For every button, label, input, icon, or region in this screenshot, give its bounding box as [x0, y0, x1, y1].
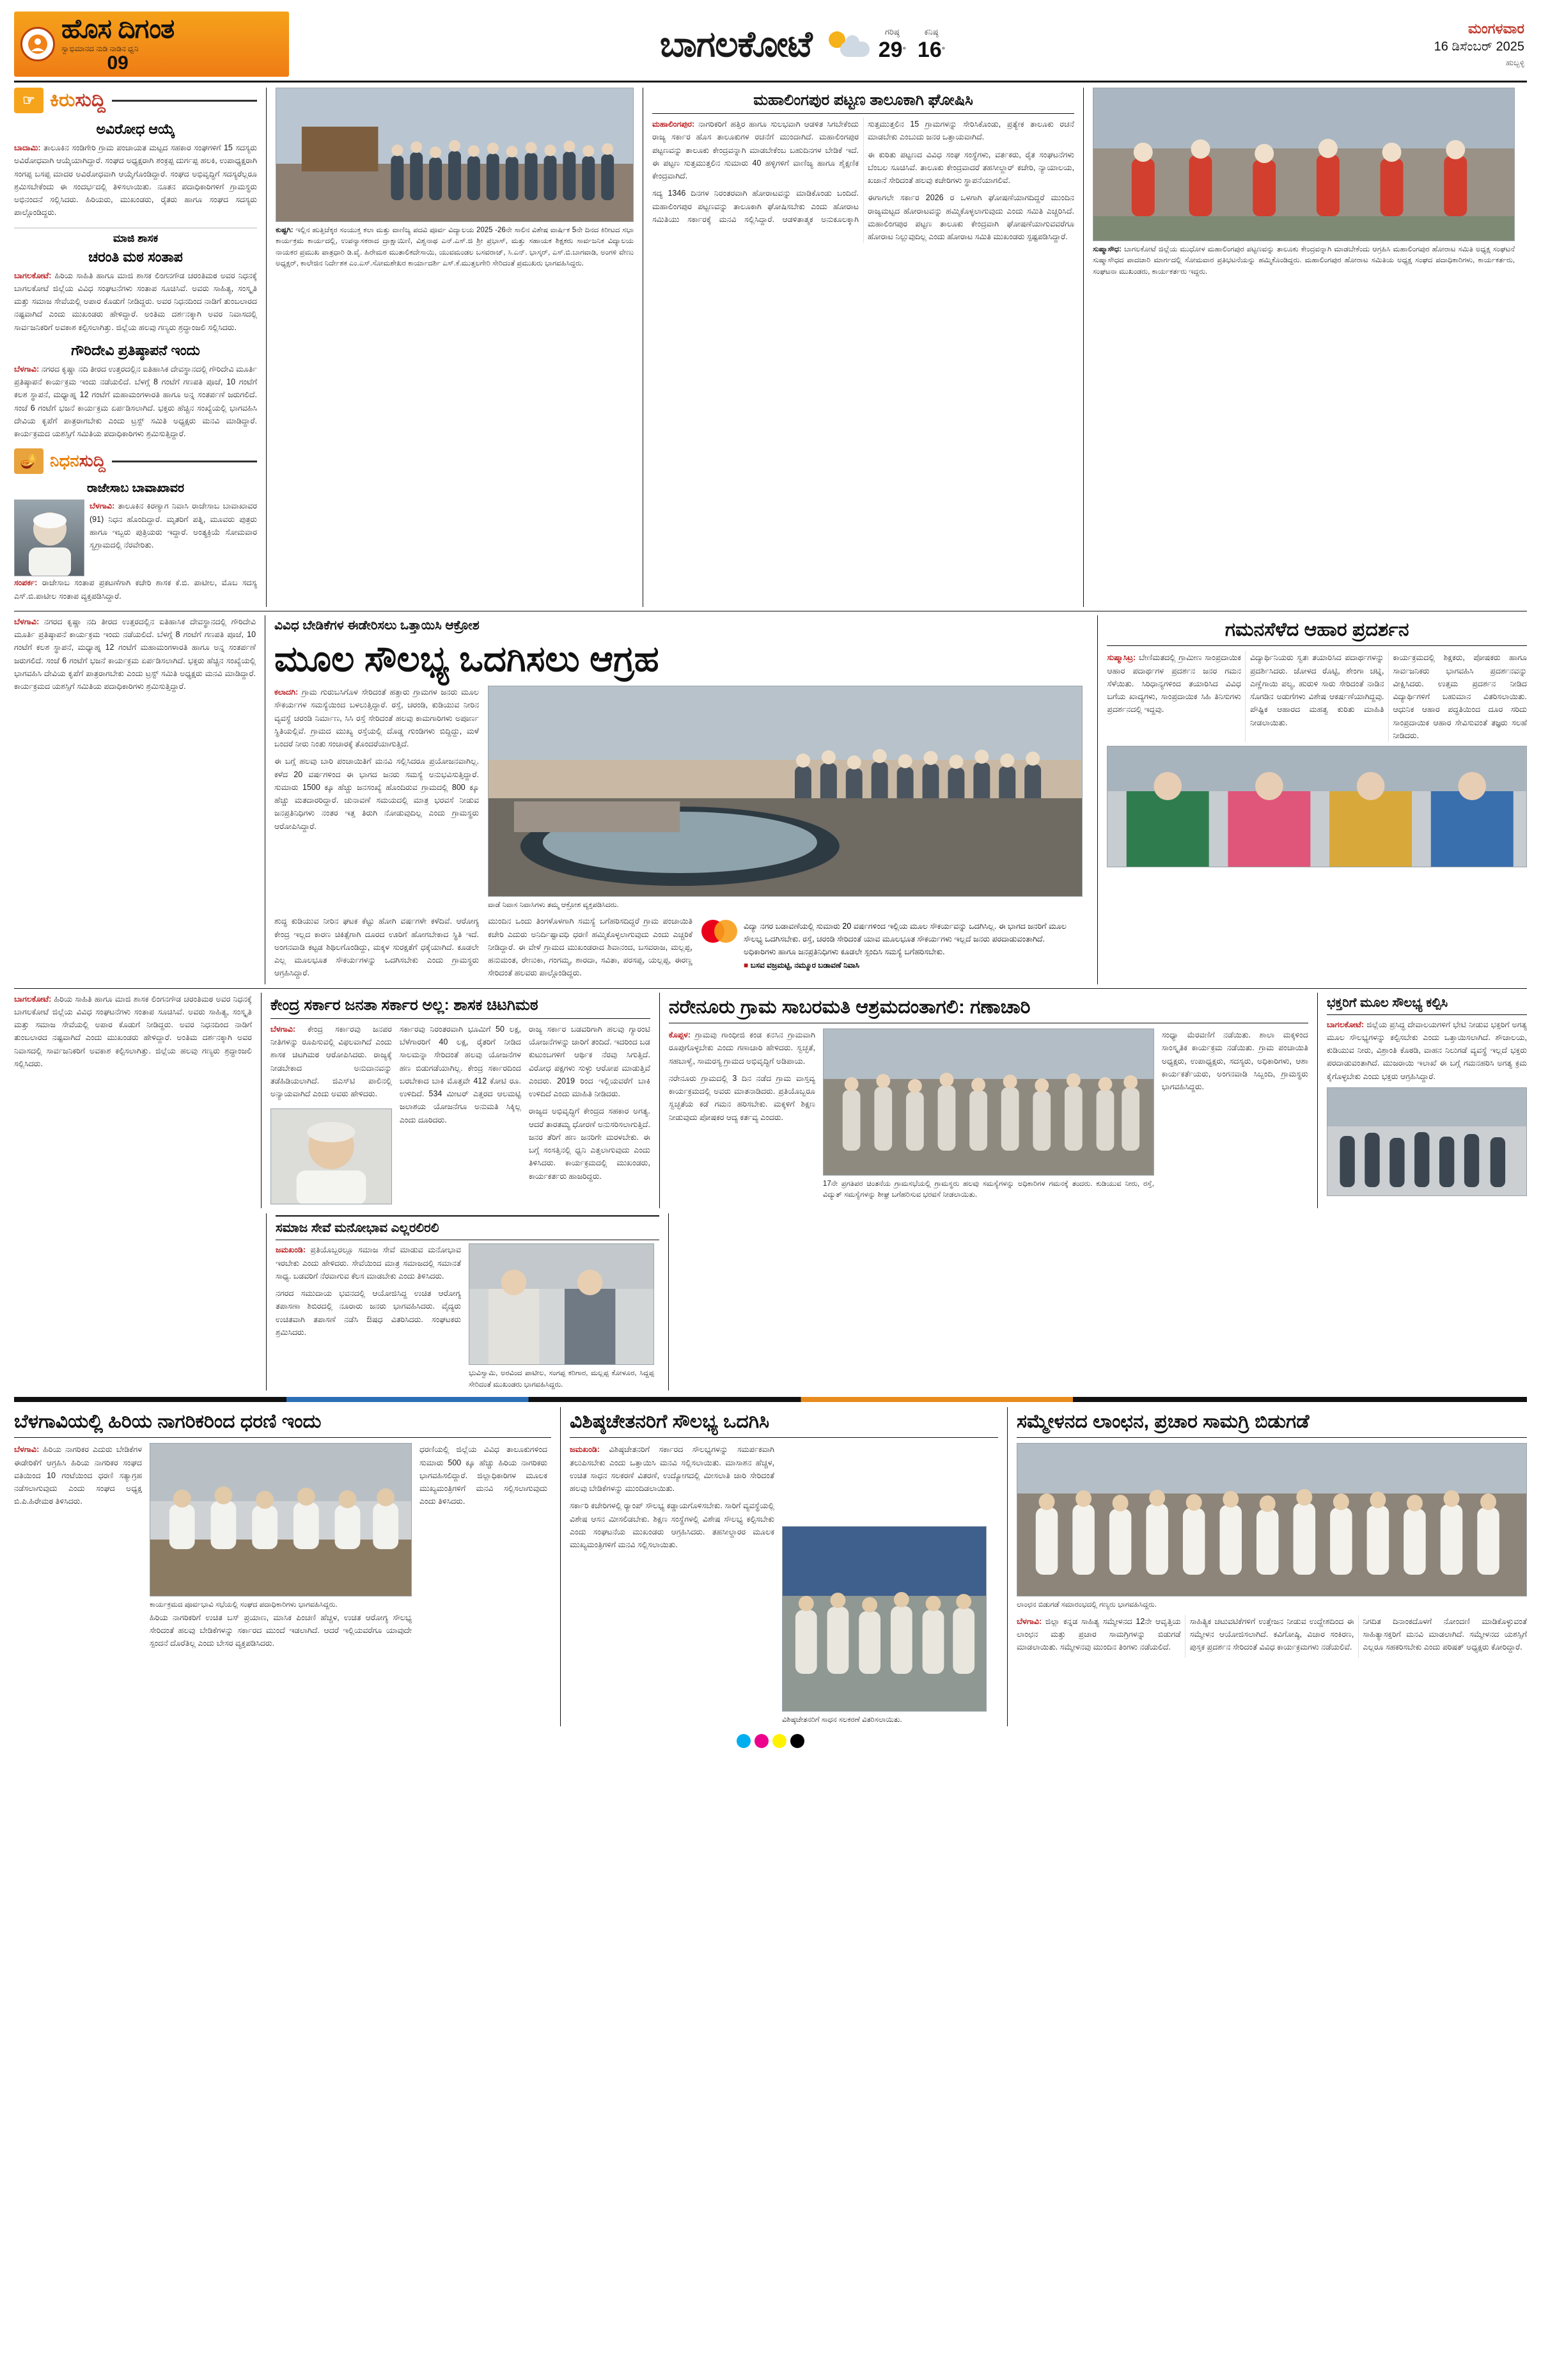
color-registration-marks — [14, 1734, 1527, 1748]
belgaum-dharane-story — [14, 1407, 551, 1726]
food-expo-p2: ವಿದ್ಯಾರ್ಥಿನಿಯರು ಸ್ವತಃ ತಯಾರಿಸಿದ ಪದಾರ್ಥಗಳನ್ನು ಪ್ರದರ್ಶಿಸಿದರು. ಜೋಳದ ರೊಟ್ಟಿ, ಶೇಂಗಾ ಚಟ್ನಿ, ಎಣ್ಣೆಗಾಯಿ ಪಲ್ಯ, ಹುರುಳಿ ಸಾರು ಸೇರಿದಂತೆ ನಾಡಿನ ಸೊಗಡಿನ ಅಡುಗೆಗಳು ವಿಶೇಷ ಆಕರ್ಷಣೆಯಾಗಿದ್ದವು. ಪೌಷ್ಟಿಕ ಆಹಾರದ ಮಹತ್ವ ಕುರಿತು ಮಾಹಿತಿ ನೀಡಲಾಯಿತು. — [1249, 653, 1384, 727]
vishesh-photo-caption: ವಿಶಿಷ್ಠಚೇತನರಿಗೆ ಸಾಧನ ಸಲಕರಣೆ ವಿತರಿಸಲಾಯಿತು. — [782, 1716, 902, 1724]
food-expo-p1: ಸುಷ್ಮಾಸಿಟ್ರ: ಬೇಣಿಮತದಲ್ಲಿ ಗ್ರಾಮೀಣ ಸಾಂಪ್ರದಾಯಿಕ ಆಹಾರ ಪದಾರ್ಥಗಳ ಪ್ರದರ್ಶನ ಜನರ ಗಮನ ಸೆಳೆಯಿತು. ಸಿರಿಧಾನ್ಯಗಳಿಂದ ತಯಾರಿಸಿದ ವಿವಿಧ ಬಗೆಯ ಖಾದ್ಯಗಳು, ಸಾಂಪ್ರದಾಯಿಕ ಸಿಹಿ ತಿನಿಸುಗಳು ಪ್ರದರ್ಶನದಲ್ಲಿ ಇದ್ದವು. — [1107, 653, 1241, 714]
spacer-right — [678, 1213, 1527, 1391]
lamp-icon: 🪔 — [14, 448, 43, 474]
sammelana-p2: ಸಾಹಿತ್ಯಿಕ ಚಟುವಟಿಕೆಗಳಿಗೆ ಉತ್ತೇಜನ ನೀಡುವ ಉದ್ದೇಶದಿಂದ ಈ ಸಮ್ಮೇಳನ ಆಯೋಜಿಸಲಾಗಿದೆ. ಕವಿಗೋಷ್ಠಿ, ವಿಚಾರ ಸಂಕಿರಣ, ಪುಸ್ತಕ ಪ್ರದರ್ಶನ ಸೇರಿದಂತೆ ವಿವಿಧ ಕಾರ್ಯಕ್ರಮಗಳು ನಡೆಯಲಿವೆ. — [1189, 1616, 1354, 1652]
brief-title-1: ಅವಿರೋಧ ಆಯ್ಕೆ — [96, 121, 175, 137]
lead-story — [274, 615, 1088, 984]
belgaum-p2: ಹಿರಿಯ ನಾಗರಿಕರಿಗೆ ಉಚಿತ ಬಸ್ ಪ್ರಯಾಣ, ಮಾಸಿಕ ಪಿಂಚಣಿ ಹೆಚ್ಚಳ, ಉಚಿತ ಆರೋಗ್ಯ ಸೌಲಭ್ಯ ಸೇರಿದಂತೆ ಹಲವು ಬೇಡಿಕೆಗಳನ್ನು ಸರ್ಕಾರದ ಮುಂದೆ ಇಡಲಾಗಿದೆ. ಆದರೆ ಇಲ್ಲಿಯವರೆಗೂ ಯಾವುದೇ ಸ್ಪಂದನೆ ದೊರೆತಿಲ್ಲ ಎಂದು ಬೇಸರ ವ್ಯಕ್ತಪಡಿಸಿದರು. — [150, 1612, 412, 1648]
gouri-title: ಗೌರಿದೇವಿ ಪ್ರತಿಷ್ಠಾಪನೆ ಇಂದು — [71, 342, 200, 358]
badge-rule — [112, 461, 257, 462]
obituary-name: ರಾಜೇಸಾಬ ಬಾವಾಖಾವರ — [86, 482, 185, 496]
sammelana-headline: ಸಮ್ಮೇಳನದ ಲಾಂಛನ, ಪ್ರಚಾರ ಸಾಮಗ್ರಿ ಬಿಡುಗಡೆ — [1017, 1410, 1527, 1438]
badge-rule — [112, 100, 257, 102]
vishesh-headline: ವಿಶಿಷ್ಠಚೇತನರಿಗೆ ಸೌಲಭ್ಯ ಒದಗಿಸಿ — [570, 1410, 998, 1438]
exmla-title: ಚರಂತಿ ಮಠ ಸಂತಾಪ — [88, 248, 183, 265]
brief-body-1: ಬಾದಾಮಿ: ತಾಲೂಕಿನ ಸಂಡಿಗೇರಿ ಗ್ರಾಮ ಪಂಚಾಯತ ಮಟ್ಟದ ಸಹಕಾರ ಸಂಘಗಳಿಗೆ 15 ಸದಸ್ಯರು ಅವಿರೋಧವಾಗಿ ಆಯ್ಕೆಯಾಗಿದ್ದಾರೆ. ಸಂಘದ ಅಧ್ಯಕ್ಷರಾಗಿ ಶಂಕ್ರಪ್ಪ ದುರ್ಗಪ್ಪ ಹಲಕಿ, ಉಪಾಧ್ಯಕ್ಷರಾಗಿ ಸಂಗಪ್ಪ ಬಸಪ್ಪ ಮಾದರ ಅವಿರೋಧವಾಗಿ ಆಯ್ಕೆಗೊಂಡಿದ್ದಾರೆ. ಸಂಘದ ಅಭಿವೃದ್ಧಿಗೆ ಸದಸ್ಯರೆಲ್ಲರೂ ಶ್ರಮಿಸಬೇಕೆಂದು ಈ ಸಂದರ್ಭದಲ್ಲಿ ತಿಳಿಸಲಾಯಿತು. ನೂತನ ಪದಾಧಿಕಾರಿಗಳಿಗೆ ಗ್ರಾಮಸ್ಥರು ಅಭಿನಂದನೆ ಸಲ್ಲಿಸಿದರು. ಹಿರಿಯರು, ಮುಖಂಡರು, ರೈತರು ಹಾಗೂ ಸಂಘದ ಸದಸ್ಯರು ಪಾಲ್ಗೊಂಡಿದ್ದರು. — [14, 143, 257, 217]
brief-kicker-1: ಬಾದಾಮಿ: — [14, 143, 41, 152]
edition-number: 09 — [107, 52, 129, 74]
bhaktarige-headline: ಭಕ್ತರಿಗೆ ಮೂಲ ಸೌಲಭ್ಯ ಕಲ್ಪಿಸಿ — [1327, 995, 1527, 1015]
samaja-seve-story — [276, 1213, 659, 1391]
weather-low-label: ಕನಿಷ್ಠ — [924, 26, 939, 36]
mahalingpur-story — [652, 88, 1074, 607]
food-expo-photo — [1107, 746, 1527, 867]
lead-col-2: ಶುದ್ಧ ಕುಡಿಯುವ ನೀರಿನ ಘಟಕ ಕೆಟ್ಟು ಹೋಗಿ ವರ್ಷಗಳೇ ಕಳೆದಿವೆ. ಆರೋಗ್ಯ ಕೇಂದ್ರ ಇಲ್ಲದ ಕಾರಣ ಚಿಕಿತ್ಸೆಗಾಗಿ ದೂರದ ಊರಿಗೆ ಹೋಗಬೇಕಾದ ಸ್ಥಿತಿ ಇದೆ. ಅಂಗನವಾಡಿ ಕಟ್ಟಡ ಶಿಥಿಲಗೊಂಡಿದ್ದು, ಮಕ್ಕಳ ಸುರಕ್ಷತೆಗೆ ಧಕ್ಕೆಯಾಗಿದೆ. ಕೂಡಲೇ ಎಲ್ಲ ಮೂಲಭೂತ ಸೌಕರ್ಯಗಳನ್ನು ಒದಗಿಸಬೇಕು ಎಂದು ಗ್ರಾಮಸ್ಥರು ಆಗ್ರಹಿಸಿದ್ದಾರೆ. — [274, 917, 480, 978]
top-band — [14, 88, 1527, 607]
top-photo-1-block — [276, 88, 634, 607]
mahalingpur-p3: ಈ ಕುರಿತು ಪಟ್ಟಣದ ವಿವಿಧ ಸಂಘ ಸಂಸ್ಥೆಗಳು, ವರ್ತಕರು, ರೈತ ಸಂಘಟನೆಗಳು ಬೆಂಬಲ ಸೂಚಿಸಿವೆ. ತಾಲೂಕು ಕೇಂದ್ರವಾದರೆ ತಹಸೀಲ್ದಾರ್ ಕಚೇರಿ, ನ್ಯಾಯಾಲಯ, ಖಜಾನೆ ಸೇರಿದಂತೆ ಹಲವು ಕಚೇರಿಗಳು ಸ್ಥಾಪನೆಯಾಗಲಿವೆ. — [868, 150, 1074, 185]
lead-quote-box — [701, 920, 1079, 970]
belgaum-p3: ಧರಣಿಯಲ್ಲಿ ಜಿಲ್ಲೆಯ ವಿವಿಧ ತಾಲೂಕುಗಳಿಂದ ಸುಮಾರು 500 ಕ್ಕೂ ಹೆಚ್ಚು ಹಿರಿಯ ನಾಗರಿಕರು ಭಾಗವಹಿಸಲಿದ್ದಾರೆ. ಜಿಲ್ಲಾಧಿಕಾರಿಗಳ ಮೂಲಕ ಮುಖ್ಯಮಂತ್ರಿಗಳಿಗೆ ಮನವಿ ಸಲ್ಲಿಸಲಾಗುವುದು ಎಂದು ತಿಳಿಸಿದರು. — [419, 1445, 547, 1506]
sun-cloud-icon — [829, 30, 870, 58]
top-photo-2-caption: ಸುಷ್ಮಾಸೌಧ: ಬಾಗಲಕೋಟೆ ಜಿಲ್ಲೆಯ ಮುಧೋಳ ಮಹಾಲಿಂಗಪುರ ಪಟ್ಟಣವನ್ನು ತಾಲೂಕು ಕೇಂದ್ರವನ್ನಾಗಿ ಮಾಡಬೇಕೆಂದು ಆಗ್ರಹಿಸಿ ಮಹಾಲಿಂಗಪುರ ಹೋರಾಟ ಸಮಿತಿ ಅಧ್ಯಕ್ಷ ಸಂಘಟನೆ ಸುಷ್ಮಾಸೌಧದ ಪಾದಚಾರಿ ಮಾರ್ಗದಲ್ಲಿ ಸೋಮವಾರ ಪ್ರತಿಭಟನೆಯನ್ನು ಹಮ್ಮಿಕೊಂಡಿದ್ದರು. ಮಹಾಲಿಂಗಪುರ ಹೋರಾಟ ಸಮಿತಿಯ ಅಧ್ಯಕ್ಷ ಸಂಘದ ಪದಾಧಿಕಾರಿಗಳು, ಕಾರ್ಯಕರ್ತರು, ಸಂಘಟನಾ ಮುಖಂಡರು, ಕಾರ್ಯಕರ್ತರು ಇದ್ದರು. — [1093, 246, 1515, 276]
publication-logo — [14, 12, 289, 77]
logo-emblem-icon — [20, 27, 55, 61]
lead-photo — [488, 686, 1083, 897]
samaja-photo-caption: ಭುವಿಸ್ವಾಮಿ, ಅರವಿಂದ ಪಾಟೀಲ, ಸಂಗಪ್ಪ ಕರಿಗಾರ, ಮಲ್ಲಪ್ಪ ಕೋಳೂರ, ಸಿದ್ದಪ್ಪ ಸೇರಿದಂತೆ ಮುಖಂಡರು ಭಾಗವಹಿಸಿದ್ದರು. — [469, 1369, 654, 1389]
narenur-p4: ಸಂಧ್ಯಾ ಮೆರವಣಿಗೆ ನಡೆಯಿತು. ಶಾಲಾ ಮಕ್ಕಳಿಂದ ಸಾಂಸ್ಕೃತಿಕ ಕಾರ್ಯಕ್ರಮ ನಡೆಯಿತು. ಗ್ರಾಮ ಪಂಚಾಯಿತಿ ಅಧ್ಯಕ್ಷರು, ಉಪಾಧ್ಯಕ್ಷರು, ಸದಸ್ಯರು, ಅಧಿಕಾರಿಗಳು, ಆಶಾ ಕಾರ್ಯಕರ್ತೆಯರು, ಅಂಗನವಾಡಿ ಸಿಬ್ಬಂದಿ, ಗ್ರಾಮಸ್ಥರು ಭಾಗವಹಿಸಿದ್ದರು. — [1161, 1030, 1308, 1092]
narenur-headline: ನರೇನೂರು ಗ್ರಾಮ ಸಾಬರಮತಿ ಆಶ್ರಮದಂತಾಗಲಿ: ಗಣಾಚಾರಿ — [669, 995, 1308, 1024]
lead-col-3: ಮುಂದಿನ ಒಂದು ತಿಂಗಳೊಳಗಾಗಿ ಸಮಸ್ಯೆ ಬಗೆಹರಿಸದಿದ್ದರೆ ಗ್ರಾಮ ಪಂಚಾಯಿತಿ ಕಚೇರಿ ಎದುರು ಅನಿರ್ದಿಷ್ಟಾವಧಿ ಧರಣಿ ಹಮ್ಮಿಕೊಳ್ಳಲಾಗುವುದು ಎಂದು ಎಚ್ಚರಿಕೆ ನೀಡಿದ್ದಾರೆ. ಈ ವೇಳೆ ಗ್ರಾಮದ ಮುಖಂಡರಾದ ಶಿವಾನಂದ, ಬಸವರಾಜ, ಮಲ್ಲಪ್ಪ, ಹನುಮಂತ, ರೇಣುಕಾ, ಗಂಗಮ್ಮ, ಶಾರದಾ, ಸವಿತಾ, ಪರಸಪ್ಪ, ಯಲ್ಲಪ್ಪ, ಈರಣ್ಣ ಸೇರಿದಂತೆ ಹಲವರು ಪಾಲ್ಗೊಂಡಿದ್ದರು. — [488, 917, 693, 978]
sammelana-p3: ನಿಗದಿತ ದಿನಾಂಕದೊಳಗೆ ನೋಂದಣಿ ಮಾಡಿಕೊಳ್ಳುವಂತೆ ಸಾಹಿತ್ಯಾಸಕ್ತರಿಗೆ ಮನವಿ ಮಾಡಲಾಗಿದೆ. ಸಮ್ಮೇಳನದ ಯಶಸ್ಸಿಗೆ ಎಲ್ಲರೂ ಸಹಕರಿಸಬೇಕು ಎಂದು ಪರಿಷತ್ ಅಧ್ಯಕ್ಷರು ಕೋರಿದ್ದಾರೆ. — [1363, 1616, 1527, 1652]
top-photo-2 — [1093, 88, 1515, 241]
belgaum-p1: ಬೆಳಗಾವಿ: ಹಿರಿಯ ನಾಗರಿಕರ ಎದುರು ಬೇಡಿಕೆಗಳ ಈಡೇರಿಕೆಗೆ ಆಗ್ರಹಿಸಿ ಹಿರಿಯ ನಾಗರಿಕರ ಸಂಘದ ವತಿಯಿಂದ 10 ಗಂಟೆಯಿಂದ ಧರಣಿ ಸತ್ಯಾಗ್ರಹ ನಡೆಸಲಾಗುವುದು ಎಂದು ಸಂಘದ ಅಧ್ಯಕ್ಷ ಬಿ.ಪಿ.ಹಿರೇಮಠ ತಿಳಿಸಿದರು. — [14, 1445, 142, 1506]
obituary-portrait — [14, 500, 84, 576]
narenur-photo — [823, 1028, 1154, 1176]
obituary-contact: ಸಂಪರ್ಕ: ರಾಜೇಸಾಬ ಸಂತಾಪ ಪ್ರಕಟಣೆಗಾಗಿ ಕಚೇರಿ ಶಾಸಕ ಕೆ.ಬಿ. ಪಾಟೀಲ, ಮೊಬ ಸದಸ್ಯ ಎಸ್.ಬಿ.ಪಾಟೀಲ ಸಂತಾಪ ವ್ಯಕ್ತಪಡಿಸಿದ್ದಾರೆ. — [14, 578, 257, 601]
spacer-left — [14, 1213, 257, 1391]
lead-quote-text: ವಿದ್ಯಾ ನಗರ ಬಡಾವಣೆಯಲ್ಲಿ ಸುಮಾರು 20 ವರ್ಷಗಳಿಂದ ಇಲ್ಲಿಯ ಮೂಲ ಸೌಕರ್ಯವನ್ನು ಒದಗಿಸಿಲ್ಲ. ಈ ಭಾಗದ ಜನರಿಗೆ ಮೂಲ ಸೌಲಭ್ಯ ಒದಗಿಸಬೇಕು. ರಸ್ತೆ, ಚರಂಡಿ ಸೇರಿದಂತೆ ಯಾವ ಮೂಲಭೂತ ಸೌಕರ್ಯಗಳು ಇಲ್ಲದೆ ಜನರು ಪರದಾಡುವಂತಾಗಿದೆ. ಅಧಿಕಾರಿಗಳು ಹಾಗೂ ಜನಪ್ರತಿನಿಧಿಗಳು ಕೂಡಲೇ ಸ್ಪಂದಿಸಿ ಸಮಸ್ಯೆ ಬಗೆಹರಿಸಬೇಕು. — [744, 922, 1067, 957]
samaja-band — [14, 1213, 1527, 1391]
masthead — [14, 12, 1527, 83]
narenur-p2: ನರೇನೂರು ಗ್ರಾಮದಲ್ಲಿ 3 ದಿನ ನಡೆದ ಗ್ರಾಮ ವಾಸ್ತವ್ಯ ಕಾರ್ಯಕ್ರಮದಲ್ಲಿ ಅವರು ಮಾತನಾಡಿದರು. ಪ್ರತಿಯೊಬ್ಬರೂ ಸ್ವಚ್ಛತೆಯ ಕಡೆ ಗಮನ ಹರಿಸಬೇಕು. ಮಕ್ಕಳಿಗೆ ಶಿಕ್ಷಣ ನೀಡುವುದು ಪೋಷಕರ ಆದ್ಯ ಕರ್ತವ್ಯ ಎಂದರು. — [668, 1073, 815, 1122]
weather-low-value: 16 — [917, 37, 942, 62]
bhaktarige-story — [1327, 993, 1527, 1209]
sammelana-p1: ಬೆಳಗಾವಿ: ಜಿಲ್ಲಾ ಕನ್ನಡ ಸಾಹಿತ್ಯ ಸಮ್ಮೇಳನದ 12ನೇ ಆವೃತ್ತಿಯ ಲಾಂಛನ ಮತ್ತು ಪ್ರಚಾರ ಸಾಮಗ್ರಿಗಳನ್ನು ಬಿಡುಗಡೆ ಮಾಡಲಾಯಿತು. ಸಮ್ಮೇಳನವು ಮುಂದಿನ ತಿಂಗಳು ನಡೆಯಲಿದೆ. — [1017, 1616, 1181, 1652]
exmla-eyebrow: ಮಾಜಿ ಶಾಸಕ — [113, 232, 159, 244]
publication-title: ಹೊಸ ದಿಗಂತ — [61, 13, 175, 43]
mahalingpur-p2: ಸದ್ಯ 1346 ದಿನಗಳ ನಿರಂತರವಾಗಿ ಹೋರಾಟವನ್ನು ಮಾಡಿಕೊಂಡು ಬಂದಿದೆ. ಮಹಾಲಿಂಗಪುರ ಪಟ್ಟಣವನ್ನು ತಾಲೂಕಾಗಿ ಘೋಷಿಸಬೇಕು ಎಂದು ಹೋರಾಟ ಸಮಿತಿಯು ಸರ್ಕಾರಕ್ಕೆ ಮನವಿ ಸಲ್ಲಿಸಿದ್ದಾರೆ. ಆಡಳಿತಾತ್ಮಕ ಅನುಕೂಲಕ್ಕಾಗಿ ಸುತ್ತಮುತ್ತಲಿನ 15 ಗ್ರಾಮಗಳನ್ನು ಸೇರಿಸಿಕೊಂಡು, ಪ್ರತ್ಯೇಕ ತಾಲೂಕು ರಚನೆ ಮಾಡಬೇಕು ಎಂಬುದು ಜನರ ಒತ್ತಾಯವಾಗಿದೆ. — [652, 120, 1074, 224]
quote-mark-icon — [701, 920, 737, 943]
obituary-badge-text: ನಿಧನಸುದ್ದಿ — [50, 451, 106, 471]
samaja-photo — [469, 1243, 654, 1365]
obituary-body: ಬೆಳಗಾವಿ: ತಾಲೂಕಿನ ಕಿರಣ್ಯಾಗ ನಿವಾಸಿ ರಾಜೇಸಾಬ ಬಾವಾಖಾವರ (91) ನಿಧನ ಹೊಂದಿದ್ದಾರೆ. ಮೃತರಿಗೆ ಪತ್ನಿ, ಮೂವರು ಪುತ್ರರು ಹಾಗೂ ಇಬ್ಬರು ಪುತ್ರಿಯರು ಇದ್ದಾರೆ. ಅಂತ್ಯಕ್ರಿಯೆ ಸೋಮವಾರ ಸ್ವಗ್ರಾಮದಲ್ಲಿ ನೆರವೇರಿತು. — [90, 501, 257, 549]
weather-high: ಗರಿಷ್ಠ 29° — [878, 26, 906, 62]
mahalingpur-p4: ಈಗಾಗಲೇ ಸರ್ಕಾರ 2026 ರ ಒಳಗಾಗಿ ಘೋಷಣೆಯಾಗದಿದ್ದರೆ ಮುಂದಿನ ರಾಜ್ಯಮಟ್ಟದ ಹೋರಾಟವನ್ನು ಹಮ್ಮಿಕೊಳ್ಳಲಾಗುವುದು ಎಂದು ಸಮಿತಿ ಎಚ್ಚರಿಸಿದೆ. ಮಹಾಲಿಂಗಪುರ ಪಟ್ಟಣ ತಾಲೂಕು ಕೇಂದ್ರವಾಗಿ ಘೋಷಣೆಯಾಗುವವರೆಗೂ ಹೋರಾಟ ನಿಲ್ಲುವುದಿಲ್ಲ ಎಂದು ಹೋರಾಟ ಸಮಿತಿ ಮುಖಂಡರು ಸ್ಪಷ್ಟಪಡಿಸಿದ್ದಾರೆ. — [868, 193, 1074, 242]
exmla-body: ಬಾಗಲಕೋಟೆ: ಹಿರಿಯ ಸಾಹಿತಿ ಹಾಗೂ ಮಾಜಿ ಶಾಸಕ ಲಿಂಗನಗೌಡ ಚರಂತಿಮಠ ಅವರ ನಿಧನಕ್ಕೆ ಬಾಗಲಕೋಟೆ ಜಿಲ್ಲೆಯ ವಿವಿಧ ಸಂಘಟನೆಗಳು ಸಂತಾಪ ಸೂಚಿಸಿವೆ. ಅವರು ಸಾಹಿತ್ಯ, ಸಂಸ್ಕೃತಿ ಮತ್ತು ಸಮಾಜ ಸೇವೆಯಲ್ಲಿ ಅಪಾರ ಕೊಡುಗೆ ನೀಡಿದ್ದರು. ಅವರ ನಿಧನದಿಂದ ನಾಡಿಗೆ ತುಂಬಲಾರದ ನಷ್ಟವಾಗಿದೆ ಎಂದು ಮುಖಂಡರು ಹೇಳಿದ್ದಾರೆ. ಅಂತಿಮ ದರ್ಶನಕ್ಕಾಗಿ ಅವರ ನಿವಾಸದಲ್ಲಿ ಸಾರ್ವಜನಿಕರಿಗೆ ಅವಕಾಶ ಕಲ್ಪಿಸಲಾಗಿತ್ತು. ಜಿಲ್ಲೆಯ ಹಲವು ಗಣ್ಯರು ಶ್ರದ್ಧಾಂಜಲಿ ಸಲ್ಲಿಸಿದರು. — [14, 271, 257, 332]
lead-headline: ಮೂಲ ಸೌಲಭ್ಯ ಒದಗಿಸಲು ಆಗ್ರಹ — [274, 638, 659, 679]
samaja-headline: ಸಮಾಜ ಸೇವೆ ಮನೋಭಾವ ಎಲ್ಲರಲಿರಲಿ — [276, 1215, 659, 1240]
briefs-column — [14, 88, 257, 607]
kendra-p3: ರಾಜ್ಯ ಸರ್ಕಾರ ಬಡವರಿಗಾಗಿ ಹಲವು ಗ್ಯಾರಂಟಿ ಯೋಜನೆಗಳನ್ನು ಜಾರಿಗೆ ತಂದಿದೆ. ಇದರಿಂದ ಬಡ ಕುಟುಂಬಗಳಿಗೆ ಆರ್ಥಿಕ ನೆರವು ಸಿಗುತ್ತಿದೆ. ವಿರೋಧ ಪಕ್ಷಗಳು ಸುಳ್ಳು ಆರೋಪ ಮಾಡುತ್ತಿವೆ ಎಂದರು. 2019 ರಿಂದ ಇಲ್ಲಿಯವರೆಗೆ ಬಾಕಿ ಉಳಿದಿದೆ ಎಂದು ಮಾಹಿತಿ ನೀಡಿದರು. — [528, 1024, 650, 1099]
food-expo-p3: ಕಾರ್ಯಕ್ರಮದಲ್ಲಿ ಶಿಕ್ಷಕರು, ಪೋಷಕರು ಹಾಗೂ ಸಾರ್ವಜನಿಕರು ಭಾಗವಹಿಸಿ ಪ್ರದರ್ಶನವನ್ನು ವೀಕ್ಷಿಸಿದರು. ಉತ್ತಮ ಪ್ರದರ್ಶನ ನೀಡಿದ ವಿದ್ಯಾರ್ಥಿಗಳಿಗೆ ಬಹುಮಾನ ವಿತರಿಸಲಾಯಿತು. ಆಧುನಿಕ ಆಹಾರ ಪದ್ಧತಿಯಿಂದ ದೂರ ಸರಿದು ಸಾಂಪ್ರದಾಯಿಕ ಆಹಾರ ಸೇವಿಸುವಂತೆ ತಜ್ಞರು ಸಲಹೆ ನೀಡಿದರು. — [1393, 653, 1527, 740]
lead-col-1: ಕಲಾದಗಿ: ಗ್ರಾಮ ಗುರುಬಸಿಗೊಳ ಸೇರಿದಂತೆ ಹತ್ತಾರು ಗ್ರಾಮಗಳ ಜನರು ಮೂಲ ಸೌಕರ್ಯಗಳ ಸಮಸ್ಯೆಯಿಂದ ಬಳಲುತ್ತಿದ್ದಾರೆ. ರಸ್ತೆ, ಚರಂಡಿ, ಕುಡಿಯುವ ನೀರಿನ ವ್ಯವಸ್ಥೆ ಚರಂಡಿ ನಿರ್ಮಾಣ, ಸಿಸಿ ರಸ್ತೆ ಸೇರಿದಂತೆ ಹಲವು ಕಾಮಗಾರಿಗಳು ಅಪೂರ್ಣ ಸ್ಥಿತಿಯಲ್ಲಿವೆ. ಗ್ರಾಮದ ಮುಖ್ಯ ರಸ್ತೆಯಲ್ಲಿ ದೊಡ್ಡ ಗುಂಡಿಗಳು ಬಿದ್ದಿದ್ದು, ಮಳೆ ಬಂದರೆ ನೀರು ನಿಂತು ಸಂಚಾರಕ್ಕೆ ತೊಂದರೆಯಾಗುತ್ತಿದೆ. — [274, 688, 480, 749]
mahalingpur-headline: ಮಹಾಲಿಂಗಪುರ ಪಟ್ಟಣ ತಾಲೂಕಾಗಿ ಘೋಷಿಸಿ — [652, 90, 1074, 114]
lead-col-1b: ಈ ಬಗ್ಗೆ ಹಲವು ಬಾರಿ ಪಂಚಾಯಿತಿಗೆ ಮನವಿ ಸಲ್ಲಿಸಿದರೂ ಪ್ರಯೋಜನವಾಗಿಲ್ಲ. ಕಳೆದ 20 ವರ್ಷಗಳಿಂದ ಈ ಭಾಗದ ಜನರು ಸಮಸ್ಯೆ ಅನುಭವಿಸುತ್ತಿದ್ದಾರೆ. ಸುಮಾರು 1500 ಕ್ಕೂ ಹೆಚ್ಚು ಜನಸಂಖ್ಯೆ ಹೊಂದಿರುವ ಗ್ರಾಮದಲ್ಲಿ 800 ಕ್ಕೂ ಹೆಚ್ಚು ಮತದಾರರಿದ್ದಾರೆ. ಚುನಾವಣೆ ಸಮಯದಲ್ಲಿ ಮಾತ್ರ ಭರವಸೆ ನೀಡುವ ಜನಪ್ರತಿನಿಧಿಗಳು ನಂತರ ಇತ್ತ ತಿರುಗಿ ನೋಡುವುದಿಲ್ಲ ಎಂದು ಗ್ರಾಮಸ್ಥರು ಆರೋಪಿಸಿದ್ದಾರೆ. — [274, 757, 480, 831]
top-photo-2-block — [1093, 88, 1515, 607]
weather-high-value: 29 — [878, 37, 903, 62]
vishesh-photo — [782, 1526, 987, 1712]
vishesh-p2: ಸರ್ಕಾರಿ ಕಚೇರಿಗಳಲ್ಲಿ ರ‍್ಯಾಂಪ್ ಸೌಲಭ್ಯ ಕಡ್ಡಾಯಗೊಳಿಸಬೇಕು. ಸಾರಿಗೆ ವ್ಯವಸ್ಥೆಯಲ್ಲಿ ವಿಶೇಷ ಆಸನ ಮೀಸಲಿಡಬೇಕು. ಶಿಕ್ಷಣ ಸಂಸ್ಥೆಗಳಲ್ಲಿ ವಿಶೇಷ ಸೌಲಭ್ಯ ಕಲ್ಪಿಸಬೇಕು ಎಂದು ಸಂಘಟನೆಯ ಮುಖಂಡರು ಆಗ್ರಹಿಸಿದರು. ತಹಸೀಲ್ದಾರರ ಮೂಲಕ ಮುಖ್ಯಮಂತ್ರಿಗಳಿಗೆ ಮನವಿ ಸಲ್ಲಿಸಲಾಯಿತು. — [570, 1501, 774, 1550]
belgaum-headline: ಬೆಳಗಾವಿಯಲ್ಲಿ ಹಿರಿಯ ನಾಗರಿಕರಿಂದ ಧರಣಿ ಇಂದು — [14, 1410, 551, 1438]
weather-low: ಕನಿಷ್ಠ 16° — [917, 26, 946, 62]
top-photo-1 — [276, 88, 634, 222]
kendra-headline: ಕೇಂದ್ರ ಸರ್ಕಾರ ಜನತಾ ಸರ್ಕಾರ ಅಲ್ಲ: ಶಾಸಕ ಚಿಟಗಿಮಠ — [270, 995, 650, 1019]
obituary-badge — [14, 448, 257, 474]
samaja-p1: ಜಮಖಂಡಿ: ಪ್ರತಿಯೊಬ್ಬರಲ್ಲೂ ಸಮಾಜ ಸೇವೆ ಮಾಡುವ ಮನೋಭಾವ ಇರಬೇಕು ಎಂದು ಹೇಳಿದರು. ಸೇವೆಯಿಂದ ಮಾತ್ರ ಸಮಾಜದಲ್ಲಿ ಸಮಾನತೆ ಸಾಧ್ಯ. ಬಡವರಿಗೆ ನೆರವಾಗುವ ಕೆಲಸ ಮಾಡಬೇಕು ಎಂದು ತಿಳಿಸಿದರು. — [276, 1245, 461, 1281]
briefs-badge — [14, 88, 257, 113]
middle-band — [14, 993, 1527, 1209]
sammelana-photo-caption: ಲಾಂಛನ ಬಿಡುಗಡೆ ಸಮಾರಂಭದಲ್ಲಿ ಗಣ್ಯರು ಭಾಗವಹಿಸಿದ್ದರು. — [1017, 1601, 1157, 1609]
lead-eyebrow: ವಿವಿಧ ಬೇಡಿಕೆಗಳ ಈಡೇರಿಸಲು ಒತ್ತಾಯಿಸಿ ಆಕ್ರೋಶ — [274, 618, 480, 633]
pointing-hand-icon: ☞ — [14, 88, 43, 113]
publication-tagline: ಸ್ವಾಭಿಮಾನದ ನುಡಿ ನಾಡಿನ ಧ್ವನಿ — [61, 44, 139, 53]
sammelana-story — [1017, 1407, 1527, 1726]
kendra-p2: ಸರ್ಕಾರವು ನಿರಂತರವಾಗಿ ಭೂಮಿಗೆ 50 ಲಕ್ಷ, ಬೆಳೆಗಾರರಿಗೆ 40 ಲಕ್ಷ, ರೈತರಿಗೆ ನೀಡಿದ ಸಾಲಮನ್ನಾ ಸೇರಿದಂತೆ ಹಲವು ಯೋಜನೆಗಳ ಹಣ ಬಿಡುಗಡೆಯಾಗಿಲ್ಲ. ಕೇಂದ್ರ ಸರ್ಕಾರದಿಂದ ಬರಬೇಕಾದ ಬಾಕಿ ಮೊತ್ತವೇ 412 ಕೋಟಿ ರೂ. ಉಳಿದಿದೆ. 534 ಮೀಟರ್ ಎತ್ತರದ ಆಲಮಟ್ಟಿ ಜಲಾಶಯ ಯೋಜನೆಗೂ ಅನುಮತಿ ಸಿಕ್ಕಿಲ್ಲ ಎಂದು ದೂರಿದರು. — [399, 1024, 521, 1124]
belgaum-photo-caption: ಕಾರ್ಯಕ್ರಮದ ಪೂರ್ವಭಾವಿ ಸಭೆಯಲ್ಲಿ ಸಂಘದ ಪದಾಧಿಕಾರಿಗಳು ಭಾಗವಹಿಸಿದ್ದರು. — [150, 1601, 338, 1609]
weather-high-label: ಗರಿಷ್ಠ — [884, 26, 900, 36]
lead-photo-caption: ವಾಡೆ ನಿವಾಸ ನಿವಾಸಿಗಳು ತಮ್ಮ ಆಕ್ರೋಶ ವ್ಯಕ್ತಪಡಿಸಿದರು. — [488, 901, 619, 910]
kendra-sarkar-story — [270, 993, 650, 1209]
narenur-photo-caption: 17ನೇ ಪ್ರಗತಿಪರ ಚಿಂತನೆಯ ಗ್ರಾಮಸಭೆಯಲ್ಲಿ ಗ್ರಾಮಸ್ಥರು ಹಲವು ಸಮಸ್ಯೆಗಳನ್ನು ಅಧಿಕಾರಿಗಳ ಗಮನಕ್ಕೆ ತಂದರು. ಕುಡಿಯುವ ನೀರು, ರಸ್ತೆ, ವಿದ್ಯುತ್ ಸಮಸ್ಯೆಗಳನ್ನು ಶೀಘ್ರ ಬಗೆಹರಿಸುವ ಭರವಸೆ ನೀಡಲಾಯಿತು. — [822, 1180, 1154, 1199]
edition-header — [295, 12, 1310, 77]
bottom-band — [14, 1407, 1527, 1726]
kendra-p4: ರಾಜ್ಯದ ಅಭಿವೃದ್ಧಿಗೆ ಕೇಂದ್ರದ ಸಹಕಾರ ಅಗತ್ಯ. ಆದರೆ ತಾರತಮ್ಯ ಧೋರಣೆ ಅನುಸರಿಸಲಾಗುತ್ತಿದೆ. ಜನರ ತೆರಿಗೆ ಹಣ ಜನರಿಗೇ ಮರಳಬೇಕು. ಈ ಬಗ್ಗೆ ಸಂಸತ್ತಿನಲ್ಲಿ ಧ್ವನಿ ಎತ್ತಲಾಗುವುದು ಎಂದು ತಿಳಿಸಿದರು. ಕಾರ್ಯಕ್ರಮದಲ್ಲಿ ಮುಖಂಡರು, ಕಾರ್ಯಕರ್ತರು ಹಾಜರಿದ್ದರು. — [528, 1107, 650, 1181]
food-expo-story — [1107, 615, 1527, 984]
left-rail-overflow-1: ಬೆಳಗಾವಿ: ನಗರದ ಕೃಷ್ಣಾ ನದಿ ತೀರದ ಉತ್ತರದಲ್ಲಿನ ಐತಿಹಾಸಿಕ ದೇವಸ್ಥಾನದಲ್ಲಿ ಗೌರಿದೇವಿ ಮೂರ್ತಿ ಪ್ರತಿಷ್ಠಾಪನೆ ಕಾರ್ಯಕ್ರಮ ಇಂದು ನಡೆಯಲಿದೆ. ಬೆಳಗ್ಗೆ 8 ಗಂಟೆಗೆ ಗಣಪತಿ ಪೂಜೆ, 10 ಗಂಟೆಗೆ ಕಲಶ ಸ್ಥಾಪನೆ, ಮಧ್ಯಾಹ್ನ 12 ಗಂಟೆಗೆ ಮಹಾಮಂಗಳಾರತಿ ಹಾಗೂ ಅನ್ನ ಸಂತರ್ಪಣೆ ಜರುಗಲಿದೆ. ಸಂಜೆ 6 ಗಂಟೆಗೆ ಭಜನೆ ಕಾರ್ಯಕ್ರಮ ಏರ್ಪಡಿಸಲಾಗಿದೆ. ಭಕ್ತರು ಹೆಚ್ಚಿನ ಸಂಖ್ಯೆಯಲ್ಲಿ ಭಾಗವಹಿಸಿ ದೇವಿಯ ಕೃಪೆಗೆ ಪಾತ್ರರಾಗಬೇಕು ಎಂದು ಟ್ರಸ್ಟ್ ಸಮಿತಿ ಅಧ್ಯಕ್ಷರು ಮನವಿ ಮಾಡಿದ್ದಾರೆ. ಕಾರ್ಯಕ್ರಮದ ಯಶಸ್ಸಿಗೆ ಸಮಿತಿಯ ಪದಾಧಿಕಾರಿಗಳು ಶ್ರಮಿಸುತ್ತಿದ್ದಾರೆ. — [14, 617, 256, 691]
sammelana-photo — [1017, 1443, 1527, 1596]
left-rail-overflow-2: ಬಾಗಲಕೋಟೆ: ಹಿರಿಯ ಸಾಹಿತಿ ಹಾಗೂ ಮಾಜಿ ಶಾಸಕ ಲಿಂಗನಗೌಡ ಚರಂತಿಮಠ ಅವರ ನಿಧನಕ್ಕೆ ಬಾಗಲಕೋಟೆ ಜಿಲ್ಲೆಯ ವಿವಿಧ ಸಂಘಟನೆಗಳು ಸಂತಾಪ ಸೂಚಿಸಿವೆ. ಅವರು ಸಾಹಿತ್ಯ, ಸಂಸ್ಕೃತಿ ಮತ್ತು ಸಮಾಜ ಸೇವೆಯಲ್ಲಿ ಅಪಾರ ಕೊಡುಗೆ ನೀಡಿದ್ದರು. ಅವರ ನಿಧನದಿಂದ ನಾಡಿಗೆ ತುಂಬಲಾರದ ನಷ್ಟವಾಗಿದೆ ಎಂದು ಮುಖಂಡರು ಹೇಳಿದ್ದಾರೆ. ಅಂತಿಮ ದರ್ಶನಕ್ಕಾಗಿ ಅವರ ನಿವಾಸದಲ್ಲಿ ಸಾರ್ವಜನಿಕರಿಗೆ ಅವಕಾಶ ಕಲ್ಪಿಸಲಾಗಿತ್ತು. ಜಿಲ್ಲೆಯ ಹಲವು ಗಣ್ಯರು ಶ್ರದ್ಧಾಂಜಲಿ ಸಲ್ಲಿಸಿದರು. — [14, 994, 252, 1068]
vishesh-p1: ಜಮಖಂಡಿ: ವಿಶಿಷ್ಠಚೇತನರಿಗೆ ಸರ್ಕಾರದ ಸೌಲಭ್ಯಗಳನ್ನು ಸಮರ್ಪಕವಾಗಿ ತಲುಪಿಸಬೇಕು ಎಂದು ಒತ್ತಾಯಿಸಿ ಮನವಿ ಸಲ್ಲಿಸಲಾಯಿತು. ಮಾಸಾಶನ ಹೆಚ್ಚಳ, ಉಚಿತ ಸಾಧನ ಸಲಕರಣೆ ವಿತರಣೆ, ಉದ್ಯೋಗದಲ್ಲಿ ಮೀಸಲಾತಿ ಜಾರಿ ಸೇರಿದಂತೆ ಹಲವು ಬೇಡಿಕೆಗಳನ್ನು ಮುಂದಿಡಲಾಯಿತು. — [570, 1445, 774, 1493]
belgaum-photo — [150, 1443, 412, 1596]
left-rail-continued — [14, 615, 256, 984]
mahalingpur-p1: ಮಹಾಲಿಂಗಪುರ: ನಾಗರಿಕರಿಗೆ ಹತ್ತಿರ ಹಾಗೂ ಸುಲಭವಾಗಿ ಆಡಳಿತ ಸಿಗಬೇಕೆಂದು ರಾಜ್ಯ ಸರ್ಕಾರ ಹೊಸ ತಾಲೂಕುಗಳ ರಚನೆಗೆ ಮುಂದಾಗಿದೆ. ಮಹಾಲಿಂಗಪುರ ಪಟ್ಟಣವನ್ನು ತಾಲೂಕು ಕೇಂದ್ರವನ್ನಾಗಿ ಮಾಡಬೇಕೆಂಬ ಬಹುದಿನಗಳ ಬೇಡಿಕೆ ಇದೆ. ಈ ಪಟ್ಟಣ ಸುತ್ತಮುತ್ತಲಿನ ಸುಮಾರು 40 ಹಳ್ಳಿಗಳಿಗೆ ವಾಣಿಜ್ಯ ಹಾಗೂ ಶೈಕ್ಷಣಿಕ ಕೇಂದ್ರವಾಗಿದೆ. — [652, 120, 859, 181]
samaja-p2: ನಗರದ ಸಮುದಾಯ ಭವನದಲ್ಲಿ ಆಯೋಜಿಸಿದ್ದ ಉಚಿತ ಆರೋಗ್ಯ ತಪಾಸಣಾ ಶಿಬಿರದಲ್ಲಿ ನೂರಾರು ಜನರು ಭಾಗವಹಿಸಿದರು. ವೈದ್ಯರು ಉಚಿತವಾಗಿ ತಪಾಸಣೆ ನಡೆಸಿ ಔಷಧ ವಿತರಿಸಿದರು. ಸಂಘಟಕರು ಶ್ರಮಿಸಿದರು. — [276, 1289, 461, 1337]
weather-widget — [829, 26, 945, 63]
lead-band — [14, 615, 1527, 984]
narenur-story — [669, 993, 1308, 1209]
left-rail-3 — [14, 993, 252, 1209]
section-divider — [14, 1397, 1527, 1402]
publication-date: 16 ಡಿಸೆಂಬರ್ 2025 — [1434, 40, 1524, 54]
day-name: ಮಂಗಳವಾರ — [1467, 20, 1524, 36]
bhaktarige-photo — [1327, 1087, 1527, 1196]
food-expo-headline: ಗಮನಸೆಳೆದ ಆಹಾರ ಪ್ರದರ್ಶನ — [1107, 618, 1527, 647]
bhaktarige-body: ಬಾಗಲಕೋಟೆ: ಜಿಲ್ಲೆಯ ಪ್ರಸಿದ್ಧ ದೇವಾಲಯಗಳಿಗೆ ಭೇಟಿ ನೀಡುವ ಭಕ್ತರಿಗೆ ಅಗತ್ಯ ಮೂಲ ಸೌಲಭ್ಯಗಳನ್ನು ಕಲ್ಪಿಸಬೇಕು ಎಂದು ಒತ್ತಾಯಿಸಲಾಗಿದೆ. ಶೌಚಾಲಯ, ಕುಡಿಯುವ ನೀರು, ವಿಶ್ರಾಂತಿ ಕೊಠಡಿ, ವಾಹನ ನಿಲುಗಡೆ ವ್ಯವಸ್ಥೆ ಇಲ್ಲದೆ ಭಕ್ತರು ಪರದಾಡುವಂತಾಗಿದೆ. ಮುಜರಾಯಿ ಇಲಾಖೆ ಈ ಬಗ್ಗೆ ಗಮನಹರಿಸಿ ಅಗತ್ಯ ಕ್ರಮ ಕೈಗೊಳ್ಳಬೇಕು ಎಂದು ಭಕ್ತರು ಆಗ್ರಹಿಸಿದ್ದಾರೆ. — [1326, 1020, 1527, 1081]
edition-city-name: ಬಾಗಲಕೋಟೆ — [659, 23, 812, 64]
print-city: ಹುಬ್ಬಳ್ಳಿ — [1506, 58, 1524, 67]
vishesh-story — [570, 1407, 998, 1726]
date-block — [1316, 12, 1527, 77]
kendra-p1: ಬೆಳಗಾವಿ: ಕೇಂದ್ರ ಸರ್ಕಾರವು ಜನಪರ ನೀತಿಗಳನ್ನು ರೂಪಿಸುವಲ್ಲಿ ವಿಫಲವಾಗಿದೆ ಎಂದು ಶಾಸಕ ಚಿಟಗಿಮಠ ಆರೋಪಿಸಿದರು. ರಾಜ್ಯಕ್ಕೆ ನೀಡಬೇಕಾದ ಅನುದಾನವನ್ನು ತಡೆಹಿಡಿಯಲಾಗಿದೆ. ಜಿಎಸ್‌ಟಿ ಪಾಲಿನಲ್ಲಿ ಅನ್ಯಾಯವಾಗಿದೆ ಎಂದು ಅವರು ಹೇಳಿದರು. — [270, 1024, 392, 1099]
narenur-p1: ಕೊಪ್ಪಳ: ಗ್ರಾಮವು ಗಾಂಧೀಜಿ ಕಂಡ ಕನಸಿನ ಗ್ರಾಮವಾಗಿ ರೂಪುಗೊಳ್ಳಬೇಕು ಎಂದು ಗಣಾಚಾರಿ ಹೇಳಿದರು. ಸ್ವಚ್ಛತೆ, ಸಹಬಾಳ್ವೆ, ಸಾಮರಸ್ಯ ಗ್ರಾಮದ ಅಭಿವೃದ್ಧಿಗೆ ಅಡಿಪಾಯ. — [668, 1030, 815, 1066]
lead-quote-source: ■ ಬಸವ ವಜ್ರಮಟ್ಟಿ, ನಮ್ಮೂರ ಬಡಾವಣೆ ನಿವಾಸಿ — [744, 961, 1079, 970]
kendra-portrait — [270, 1108, 392, 1204]
top-photo-1-caption: ಕುಷ್ಟಗಿ: ಇಲ್ಲಿನ ಹುತ್ತಿಚೆಕ್ಕರ ಸಂಯುಕ್ತ ಕಲಾ ಮತ್ತು ವಾಣಿಜ್ಯ ಪದವಿ ಪೂರ್ವ ವಿದ್ಯಾಲಯ 2025 -26ನೇ ಸಾಲಿನ ವಿಶೇಷ ವಾರ್ಷಿಕ 5ನೇ ದಿನದ ಕಿರೀಟದ ಸಭಾ ಕಾರ್ಯಕ್ರಮ ಕಾರ್ಯದಲ್ಲಿ, ಉಪನ್ಯಾಸಕರಾದ ದ್ರಾಕ್ಷಾಯಿಣಿ, ವಿಶ್ವನಾಥ ಎನ್.ಎಸ್.ಜಿ ಶ್ರೀ ಪ್ರಭಾಸ್, ಮತ್ತು ಸಹಾಯಕ ಶಿಕ್ಷಕರು ಸಾರ್ವಜನಿಕ ವಿದ್ಯಾಲಯ ನಾಯಕರ ಪ್ರಮುಖ ಪಾತ್ರಧಾರಿ ಡಿ.ವೈ. ಹಿರೇಮಠ ಮುತಾಲಿಕದೇಸಾಯಿ, ಯುವಮಂಡಲ ಬಸವರಾಜ್, ಸಿ.ಎನ್. ಭಾಸ್ಕರ್, ಎಸ್.ಬಿ.ಬಾಗವಾಡಿ, ಅಂಗಳಿ ವೇಣು ಅಧ್ಯಕ್ಷರ್, ಕಾಲೇಜಿನ ನಿರ್ದೇಶಕ ಎಂ.ಎಸ್.ಸೋಮಶೇಖರ ಕಾರ್ಯಾದರ್ಶಿ ಎಸ್.ಕೆ.ಮುತ್ತಲಗೇರಿ ಸೇರಿದಂತೆ ಪ್ರಮುಖರು ಭಾಗವಹಿಸಿದ್ದರು. — [276, 226, 634, 267]
gouri-body: ಬೆಳಗಾವಿ: ನಗರದ ಕೃಷ್ಣಾ ನದಿ ತೀರದ ಉತ್ತರದಲ್ಲಿನ ಐತಿಹಾಸಿಕ ದೇವಸ್ಥಾನದಲ್ಲಿ ಗೌರಿದೇವಿ ಮೂರ್ತಿ ಪ್ರತಿಷ್ಠಾಪನೆ ಕಾರ್ಯಕ್ರಮ ಇಂದು ನಡೆಯಲಿದೆ. ಬೆಳಗ್ಗೆ 8 ಗಂಟೆಗೆ ಗಣಪತಿ ಪೂಜೆ, 10 ಗಂಟೆಗೆ ಕಲಶ ಸ್ಥಾಪನೆ, ಮಧ್ಯಾಹ್ನ 12 ಗಂಟೆಗೆ ಮಹಾಮಂಗಳಾರತಿ ಹಾಗೂ ಅನ್ನ ಸಂತರ್ಪಣೆ ಜರುಗಲಿದೆ. ಸಂಜೆ 6 ಗಂಟೆಗೆ ಭಜನೆ ಕಾರ್ಯಕ್ರಮ ಏರ್ಪಡಿಸಲಾಗಿದೆ. ಭಕ್ತರು ಹೆಚ್ಚಿನ ಸಂಖ್ಯೆಯಲ್ಲಿ ಭಾಗವಹಿಸಿ ದೇವಿಯ ಕೃಪೆಗೆ ಪಾತ್ರರಾಗಬೇಕು ಎಂದು ಟ್ರಸ್ಟ್ ಸಮಿತಿ ಅಧ್ಯಕ್ಷರು ಮನವಿ ಮಾಡಿದ್ದಾರೆ. ಕಾರ್ಯಕ್ರಮದ ಯಶಸ್ಸಿಗೆ ಸಮಿತಿಯ ಪದಾಧಿಕಾರಿಗಳು ಶ್ರಮಿಸುತ್ತಿದ್ದಾರೆ. — [14, 364, 258, 438]
briefs-badge-text: ಕಿರುಸುದ್ದಿ — [50, 90, 106, 111]
